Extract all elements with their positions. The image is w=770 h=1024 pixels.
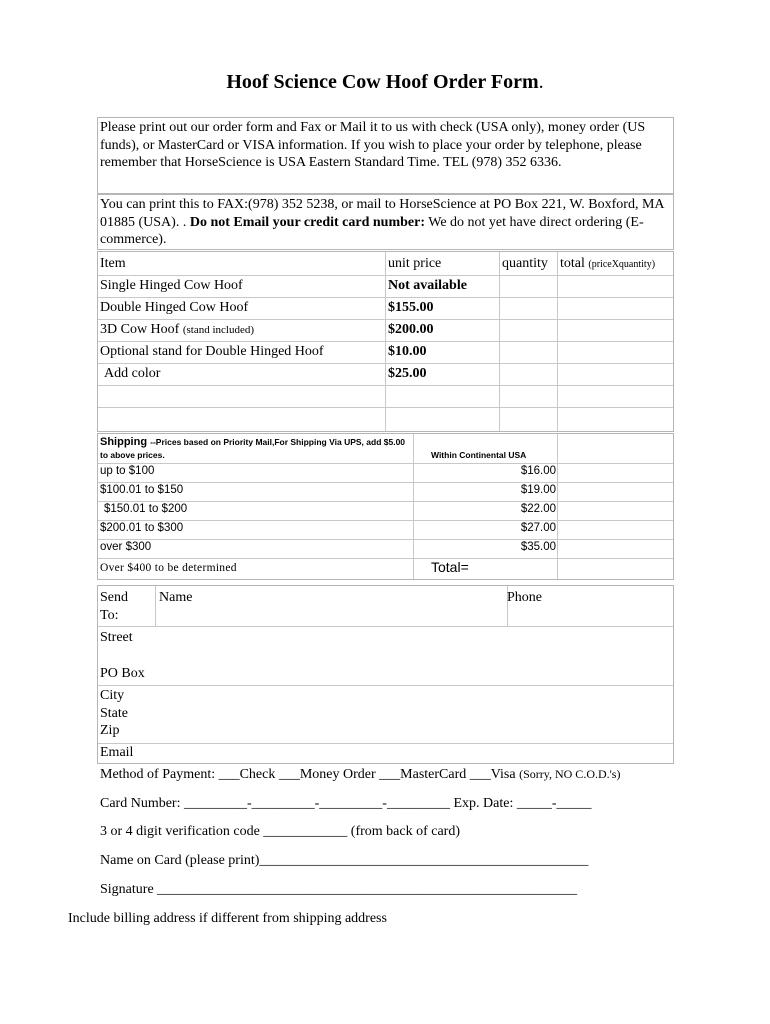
phone-label: Phone: [507, 590, 542, 605]
street-label: Street: [100, 630, 133, 645]
shipping-price: $22.00: [520, 503, 556, 515]
shipping-range: $150.01 to $200: [104, 503, 188, 515]
row-line: [98, 501, 673, 502]
email-label: Email: [100, 745, 134, 760]
shipping-label: Shipping --Prices based on Priority Mail,For Shipping Via UPS, add $5.00 to above prices.: [100, 436, 406, 460]
billing-address-note: Include billing address if different from shipping address: [68, 911, 387, 926]
shipping-price: $27.00: [520, 522, 556, 534]
order-total-label: Total=: [431, 559, 469, 575]
send-to-label: Send To:: [100, 590, 128, 623]
item-name: Add color: [104, 366, 161, 381]
items-header-item: Item: [100, 256, 126, 271]
intro-paragraph-2-b: We do not yet have direct ordering (E-commerce).: [100, 214, 644, 247]
state-label: State: [100, 706, 128, 721]
shipping-price: $19.00: [520, 484, 556, 496]
item-price: $10.00: [388, 344, 427, 359]
row-line: [98, 319, 673, 320]
shipping-range: up to $100: [100, 465, 155, 477]
shipping-zone: Within Continental USA: [431, 450, 527, 460]
row-line: [98, 520, 673, 521]
po-box-label: PO Box: [100, 666, 145, 681]
row-line: [98, 558, 673, 559]
city-state-zip-field[interactable]: [158, 687, 672, 741]
shipping-over-400: Over $400 to be determined: [100, 562, 237, 574]
row-line: [98, 385, 673, 386]
shipping-range: $200.01 to $300: [100, 522, 184, 534]
card-number-line[interactable]: Card Number: _________-_________-_________-_________ Exp. Date: _____-_____: [100, 796, 592, 811]
name-field[interactable]: [156, 608, 506, 626]
items-header-total: total (priceXquantity): [560, 256, 656, 271]
intro-paragraph-1: Please print out our order form and Fax or Mail it to us with check (USA only), money order (US funds), or MasterCard or VISA information. If you wish to place your order by telephone, please remember that HorseScience is USA Eastern Standard Time. TEL (978) 352 6336.: [100, 120, 646, 170]
row-line: [98, 482, 673, 483]
row-line: [98, 341, 673, 342]
page-title: Hoof Science Cow Hoof Order Form.: [226, 71, 544, 93]
row-line: [98, 275, 673, 276]
payment-method-line[interactable]: Method of Payment: ___Check ___Money Order ___MasterCard ___Visa (Sorry, NO C.O.D.'s): [100, 767, 621, 782]
name-label: Name: [159, 590, 193, 605]
item-name: Double Hinged Cow Hoof: [100, 300, 249, 315]
row-line: [98, 363, 673, 364]
zip-label: Zip: [100, 723, 120, 738]
item-price: $200.00: [388, 322, 434, 337]
email-field[interactable]: [158, 745, 672, 763]
shipping-range: $100.01 to $150: [100, 484, 184, 496]
verification-code-line[interactable]: 3 or 4 digit verification code ____________ (from back of card): [100, 824, 461, 839]
street-field[interactable]: [158, 628, 672, 684]
signature-line[interactable]: Signature ____________________________________________________________: [100, 882, 578, 897]
phone-field[interactable]: [508, 608, 673, 626]
row-line: [98, 626, 673, 627]
items-table: [97, 251, 674, 432]
shipping-table: [97, 433, 674, 580]
row-line: [98, 463, 673, 464]
shipping-range: over $300: [100, 541, 152, 553]
item-name: Optional stand for Double Hinged Hoof: [100, 344, 324, 359]
row-line: [98, 539, 673, 540]
intro-box-1: [97, 117, 674, 194]
row-line: [98, 743, 673, 744]
row-line: [98, 685, 673, 686]
item-price: Not available: [388, 278, 467, 293]
intro-paragraph-2-a: You can print this to FAX:(978) 352 5238, or mail to HorseScience at PO Box 221, W. Boxford, MA 01885 (USA). .: [100, 197, 664, 230]
item-price: $155.00: [388, 300, 434, 315]
row-line: [98, 407, 673, 408]
item-name: Single Hinged Cow Hoof: [100, 278, 243, 293]
intro-warning: Do not Email your credit card number:: [189, 214, 425, 230]
address-table: [97, 585, 674, 764]
shipping-price: $16.00: [520, 465, 556, 477]
item-price: $25.00: [388, 366, 427, 381]
item-name: 3D Cow Hoof (stand included): [100, 322, 255, 337]
shipping-price: $35.00: [520, 541, 556, 553]
items-header-quantity: quantity: [502, 256, 548, 271]
row-line: [98, 297, 673, 298]
intro-box-2: [97, 194, 674, 250]
city-label: City: [100, 688, 125, 703]
items-header-unit-price: unit price: [388, 256, 442, 271]
name-on-card-line[interactable]: Name on Card (please print)_______________________________________________: [100, 853, 589, 868]
